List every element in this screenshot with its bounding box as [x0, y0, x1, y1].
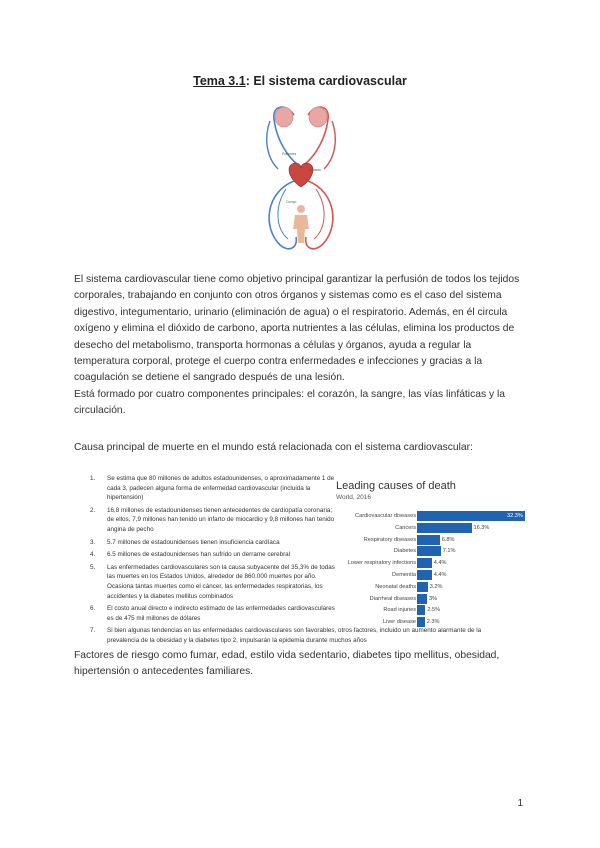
- chart-bar: [417, 546, 441, 556]
- chart-row: [336, 616, 526, 628]
- leading-causes-chart: [336, 480, 526, 635]
- label-body: Cuerpo: [286, 200, 297, 204]
- label-lungs: Pulmones: [282, 152, 297, 156]
- title-prefix: Tema 3.1: [193, 74, 246, 88]
- chart-value-label: 6.8%: [441, 536, 455, 543]
- chart-bar: [417, 535, 440, 545]
- chart-bar: [417, 617, 425, 627]
- chart-bar: [417, 558, 432, 568]
- chart-value-label: 32.3%: [507, 513, 523, 519]
- list-text: 6.5 millones de estadounidenses han sufrido un derrame cerebral: [107, 551, 291, 559]
- list-text: Si bien algunas tendencias en las enfermedades cardiovasculares son favorables, otros factores, incluido un aumento alarmante de la prevalencia de la obesidad y la diabetes tipo 2, impulsarán la epidemia durante muchos años: [107, 627, 482, 644]
- components-paragraph: Está formado por cuatro componentes principales: el corazón, la sangre, las vías linfáticas y la circulación.: [74, 389, 505, 417]
- chart-row: [336, 534, 526, 546]
- chart-value-label: 7.1%: [442, 548, 456, 555]
- chart-row: [336, 593, 526, 605]
- chart-bar: [417, 594, 427, 604]
- chart-category-label: Cardiovascular diseases: [355, 513, 416, 519]
- chart-value-label: 3.2%: [429, 583, 443, 590]
- page-title: [0, 74, 600, 88]
- list-number: 6.: [90, 605, 96, 613]
- chart-category-label: Diarrheal diseases: [369, 595, 416, 602]
- chart-category-label: Cancers: [395, 524, 416, 531]
- chart-row: [336, 569, 526, 581]
- chart-title: Leading causes of death: [336, 480, 456, 492]
- label-heart: Corazón: [309, 168, 322, 172]
- cause-paragraph: Causa principal de muerte en el mundo está relacionada con el sistema cardiovascular:: [74, 442, 473, 453]
- chart-category-label: Liver disease: [383, 619, 416, 626]
- circulatory-system-diagram: [256, 97, 346, 255]
- list-text: 5.7 millones de estadounidenses tienen insuficiencia cardíaca: [107, 538, 280, 546]
- chart-category-label: Lower respiratory infections: [347, 560, 416, 567]
- list-number: 3.: [90, 538, 96, 546]
- list-number: 2.: [90, 506, 96, 514]
- chart-category-label: Road injuries: [383, 607, 416, 614]
- list-text: El costo anual directo e indirecto estimado de las enfermedades cardiovasculares es de 475 mil millones de dólares: [107, 605, 335, 622]
- title-rest: : El sistema cardiovascular: [245, 74, 407, 88]
- chart-category-label: Diabetes: [393, 548, 416, 555]
- list-number: 7.: [90, 627, 96, 635]
- page-number: 1: [517, 798, 523, 809]
- chart-category-label: Dementia: [392, 572, 416, 578]
- chart-row: [336, 510, 526, 522]
- list-number: 4.: [90, 551, 96, 559]
- chart-value-label: 3%: [429, 595, 438, 602]
- list-text: 16,8 millones de estadounidenses tienen antecedentes de cardiopatía coronaria; de ellos, 7,9 millones han tenido un infarto de miocardio y 9,8 millones han tenido angina de pecho: [107, 506, 335, 533]
- chart-row: [336, 545, 526, 557]
- chart-value-label: 2.3%: [426, 619, 440, 626]
- chart-category-label: Respiratory diseases: [363, 536, 416, 543]
- chart-bar: [417, 605, 425, 615]
- chart-value-label: 2.5%: [427, 607, 441, 614]
- chart-bar: [417, 570, 432, 580]
- chart-bar: [417, 582, 428, 592]
- chart-row: [336, 522, 526, 534]
- risk-factors-paragraph: Factores de riesgo como fumar, edad, estilo vida sedentario, diabetes tipo mellitus, obesidad, hipertensión o antecedentes familiares.: [74, 650, 500, 678]
- list-text: Se estima que 80 millones de adultos estadounidenses, o aproximadamente 1 de cada 3, padecen alguna forma de enfermedad cardiovascular (incluida la hipertensión): [107, 475, 335, 502]
- chart-bar: [417, 523, 472, 533]
- chart-value-label: 4.4%: [433, 572, 447, 578]
- list-text: Las enfermedades cardiovasculares son la causa subyacente del 35,3% de todas las muertes en los Estados Unidos, alrededor de 860.000 muertes por año. Ocasiona tantas muertes como el cáncer, las enfermedades respiratorias, los accidentes y la diabetes mellitus combinados: [107, 563, 335, 600]
- chart-row: [336, 604, 526, 616]
- list-number: 5.: [90, 563, 96, 571]
- chart-value-label: 4.4%: [433, 560, 447, 567]
- list-number: 1.: [90, 475, 96, 482]
- chart-subtitle: World, 2016: [336, 494, 371, 501]
- chart-row: [336, 581, 526, 593]
- chart-category-label: Neonatal deaths: [375, 583, 416, 590]
- chart-value-label: 16.3%: [473, 524, 490, 531]
- intro-paragraph: El sistema cardiovascular tiene como objetivo principal garantizar la perfusión de todos los tejidos corporales, trabajando en conjunto con otros órganos y sistemas como es el caso del sistema digestivo, integumentario, urinario (eliminación de agua) o el respiratorio. Además, en él circula oxígeno y elimina el dióxido de carbono, aporta nutrientes a las células, elimina los productos de desecho del metabolismo, transporta hormonas a células y órganos, ayuda a regular la temperatura corporal, protege el cuerpo contra enfermedades e infecciones y gracias a la coagulación se detiene el sangrado después de una lesión.: [74, 274, 520, 384]
- chart-row: [336, 557, 526, 569]
